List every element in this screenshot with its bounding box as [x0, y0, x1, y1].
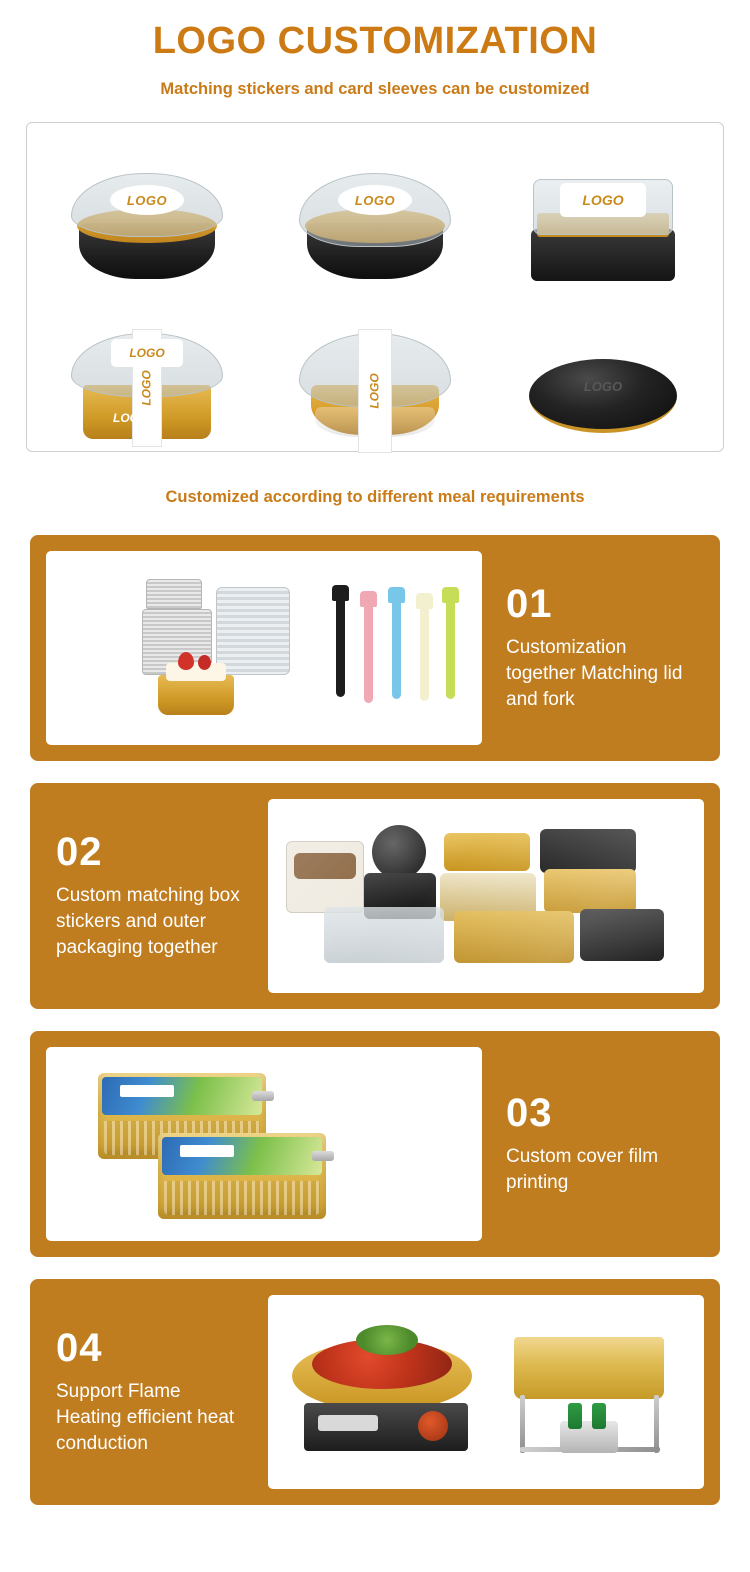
showcase-item-rectangular-black-container: [501, 145, 706, 285]
container-art: [523, 173, 683, 285]
feature-card-03: [30, 1031, 720, 1257]
chafing-foil-pan: [514, 1337, 664, 1399]
showcase-item-square-gold-cup-with-sleeve: [45, 305, 250, 445]
fuel-canister-right: [592, 1403, 606, 1429]
fork-black: [336, 593, 345, 697]
feature-number: 01: [506, 582, 553, 626]
feature-number: 02: [56, 830, 103, 874]
fork-pink: [364, 599, 373, 703]
feature-card-04: [30, 1279, 720, 1505]
fork-cream: [420, 601, 429, 701]
card-sleeve: [358, 329, 392, 453]
feature-number: 04: [56, 1326, 103, 1370]
feature-text-01: [496, 583, 704, 713]
logo-showcase-panel: [26, 122, 724, 452]
container-art: [67, 333, 227, 445]
garnish-greens: [356, 1325, 418, 1355]
lid-stack-tall: [216, 587, 290, 675]
feature-text-03: [496, 1092, 704, 1196]
header: [0, 0, 750, 100]
container-art: [295, 333, 455, 445]
film-label: [120, 1085, 174, 1097]
container-art: [67, 173, 227, 285]
feature-description: Custom cover film printing: [506, 1146, 659, 1193]
feature-card-02: [30, 783, 720, 1009]
stove-knob: [418, 1411, 448, 1441]
showcase-item-black-round-lid-embossed: [501, 305, 706, 445]
logo-sticker: LOGO: [560, 183, 646, 217]
rack-leg-right: [654, 1395, 659, 1453]
foil-cup-single: [146, 579, 202, 609]
page-title: LOGO CUSTOMIZATION: [152, 20, 598, 62]
plastic-wrap-sheen: [268, 799, 704, 993]
feature-text-02: [46, 831, 254, 961]
strawberry: [178, 652, 194, 670]
feature-description: Custom matching box stickers and outer packaging together: [56, 885, 240, 958]
feature-text-04: [46, 1327, 254, 1457]
fork-blue: [392, 595, 401, 699]
gold-foil-cup-with-dessert: [158, 675, 234, 715]
feature-image-wok-stove-and-chafing-rack: [268, 1295, 704, 1489]
stove-label: [318, 1415, 378, 1431]
sealed-tray-front: [158, 1133, 326, 1219]
dessert-cream: [166, 663, 226, 681]
logo-sticker: LOGO: [110, 185, 184, 215]
page-subtitle: Matching stickers and card sleeves can be customized: [160, 80, 590, 98]
sleeve-logo-text: LOGO: [368, 373, 382, 409]
tray-ridges: [164, 1181, 320, 1215]
fuel-canister-left: [568, 1403, 582, 1429]
fork-green: [446, 595, 455, 699]
feature-card-list: [0, 535, 750, 1505]
logo-sticker: LOGO: [111, 339, 183, 367]
sleeve-logo-text: LOGO: [140, 370, 154, 406]
section-caption: Customized according to different meal requirements: [165, 488, 585, 506]
film-label: [180, 1145, 234, 1157]
feature-image-foil-cups-lids-and-forks: [46, 551, 482, 745]
feature-image-sealed-gold-trays: [46, 1047, 482, 1241]
showcase-item-round-black-bowl-domed-lid: [273, 145, 478, 285]
container-art: [523, 333, 683, 445]
tray-handle: [312, 1151, 334, 1161]
showcase-item-round-gold-cup-with-sleeve: [273, 305, 478, 445]
rack-leg-left: [520, 1395, 525, 1453]
embossed-logo-text: LOGO: [583, 379, 623, 394]
feature-description: Support Flame Heating efficient heat conduction: [56, 1381, 235, 1454]
feature-card-01: [30, 535, 720, 761]
side-logo-text: LOGO: [113, 411, 149, 425]
showcase-row-top: [33, 137, 717, 285]
showcase-row-bottom: [33, 297, 717, 445]
logo-sticker: LOGO: [338, 185, 412, 215]
feature-number: 03: [506, 1091, 553, 1135]
feature-description: Customization together Matching lid and fork: [506, 637, 683, 710]
tray-handle: [252, 1091, 274, 1101]
feature-image-packed-containers-bulk: [268, 799, 704, 993]
black-lid: [529, 359, 677, 433]
container-art: [295, 173, 455, 285]
showcase-item-round-black-bowl-gold-insert: [45, 145, 250, 285]
strawberry: [198, 655, 211, 670]
